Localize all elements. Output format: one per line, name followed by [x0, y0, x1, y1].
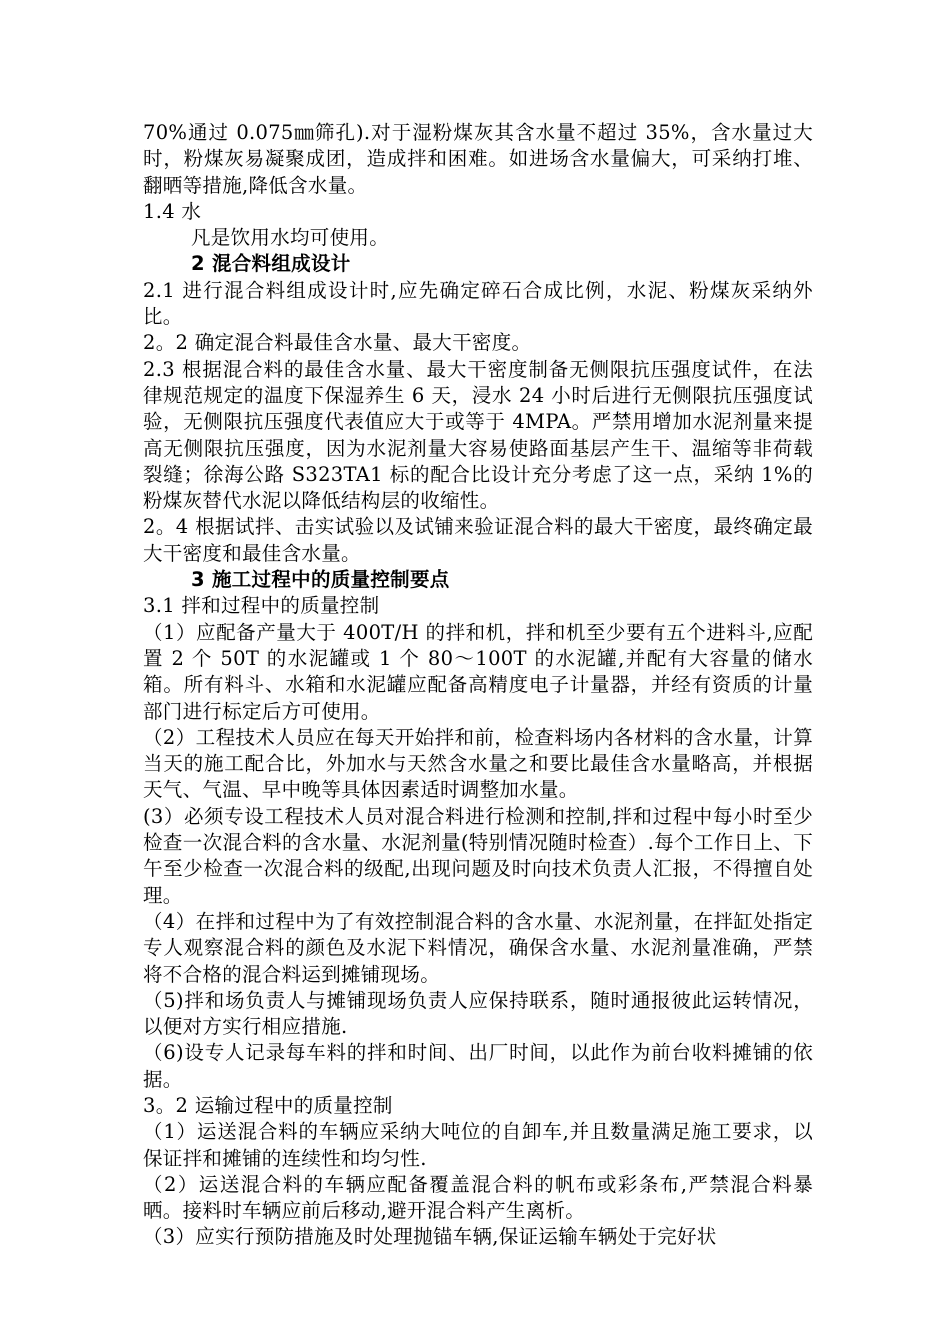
section-heading-mix-design: 2 混合料组成设计	[191, 252, 351, 276]
paragraph-3-1-item-4: （4）在拌和过程中为了有效控制混合料的含水量、水泥剂量，在拌缸处指定专人观察混合料的颜色及水泥下料情况，确保含水量、水泥剂量准确，严禁将不合格的混合料运到摊铺现场。	[143, 909, 813, 986]
paragraph-3-1-item-6: （6)设专人记录每车料的拌和时间、出厂时间，以此作为前台收料摊铺的依据。	[143, 1041, 813, 1091]
paragraph-3-1-item-5: （5)拌和场负责人与摊铺现场负责人应保持联系，随时通报彼此运转情况，以便对方实行相应措施.	[143, 988, 813, 1039]
paragraph-water: 凡是饮用水均可使用。	[191, 226, 390, 250]
paragraph-2-1: 2.1 进行混合料组成设计时,应先确定碎石合成比例，水泥、粉煤灰采纳外比。	[143, 278, 813, 329]
paragraph-3-1-item-2: （2）工程技术人员应在每天开始拌和前，检查料场内各材料的含水量，计算当天的施工配合比，外加水与天然含水量之和要比最佳含水量略高，并根据天气、气温、早中晚等具体因素适时调整加水量。	[143, 725, 813, 802]
subheading-3-1: 3.1 拌和过程中的质量控制	[143, 594, 380, 618]
paragraph-3-2-item-3: （3）应实行预防措施及时处理抛锚车辆,保证运输车辆处于完好状	[143, 1225, 717, 1249]
paragraph-2-4: 2。4 根据试拌、击实试验以及试铺来验证混合料的最大干密度，最终确定最大干密度和最佳含水量。	[143, 515, 813, 565]
paragraph-3-2-item-2: （2）运送混合料的车辆应配备覆盖混合料的帆布或彩条布,严禁混合料暴晒。接料时车辆应前后移动,避开混合料产生离析。	[143, 1172, 813, 1223]
paragraph-2-2: 2。2 确定混合料最佳含水量、最大干密度。	[143, 331, 532, 355]
paragraph-2-3: 2.3 根据混合料的最佳含水量、最大干密度制备无侧限抗压强度试件，在法律规范规定的温度下保湿养生 6 天，浸水 24 小时后进行无侧限抗压强度试验，无侧限抗压强度代表值应大于或等于 4MPA。严禁用增加水泥剂量来提高无侧限抗压强度，因为水泥剂量大容易使路面基层产生干、温缩等非荷载裂缝；徐海公路 S323TA1 标的配合比设计充分考虑了这一点，采纳 1%的粉煤灰替代水泥以降低结构层的收缩性。	[143, 357, 814, 513]
paragraph-3-2-item-1: （1）运送混合料的车辆应采纳大吨位的自卸车,并且数量满足施工要求，以保证拌和摊铺的连续性和均匀性.	[143, 1120, 813, 1170]
section-heading-quality-control: 3 施工过程中的质量控制要点	[191, 568, 450, 592]
paragraph-3-1-item-1: （1）应配备产量大于 400T/H 的拌和机，拌和机至少要有五个进料斗,应配置 2 个 50T 的水泥罐或 1 个 80～100T 的水泥罐,并配有大容量的储水箱。所有料斗、水箱和水泥罐应配备高精度电子计量器，并经有资质的计量部门进行标定后方可使用。	[143, 620, 813, 723]
subheading-water: 1.4 水	[143, 199, 202, 223]
paragraph-3-1-item-3: (3）必须专设工程技术人员对混合料进行检测和控制,拌和过程中每小时至少检查一次混合料的含水量、水泥剂量(特别情况随时检查）.每个工作日上、下午至少检查一次混合料的级配,出现问题及时向技术负责人汇报，不得擅自处理。	[143, 804, 813, 907]
paragraph-fly-ash-moisture: 70%通过 0.075㎜筛孔).对于湿粉煤灰其含水量不超过 35%，含水量过大时，粉煤灰易凝聚成团，造成拌和困难。如进场含水量偏大，可采纳打堆、翻晒等措施,降低含水量。	[143, 121, 813, 197]
subheading-3-2: 3。2 运输过程中的质量控制	[143, 1093, 393, 1117]
document-page	[143, 120, 813, 1251]
